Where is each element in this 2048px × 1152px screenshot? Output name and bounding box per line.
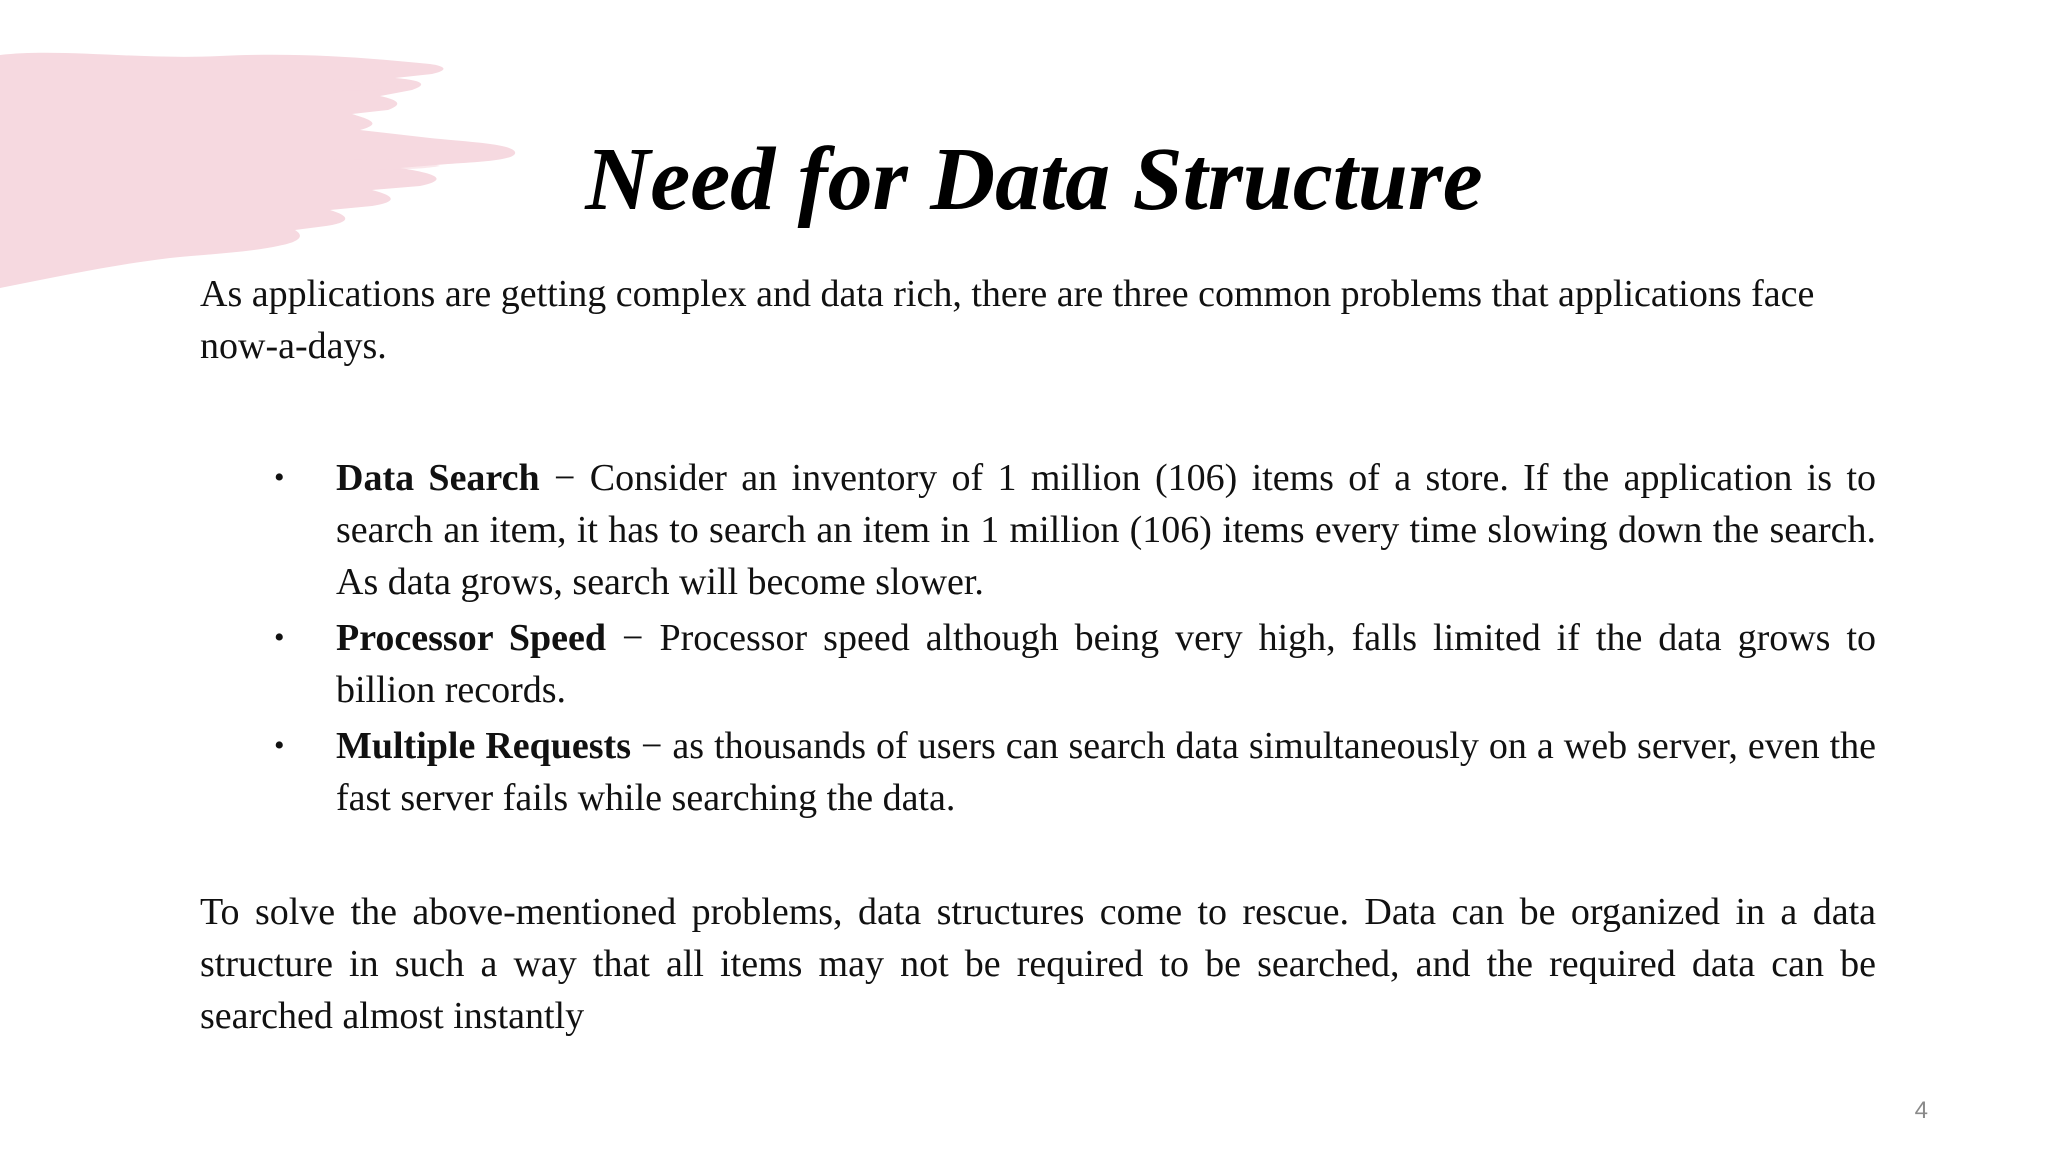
bullet-term: Processor Speed	[336, 617, 607, 659]
bullet-text: Consider an inventory of 1 million (106) items of a store. If the application is to search an item, it has to search an item in 1 million (106) items every time slowing down the search. As data grows, search will become slower.	[336, 457, 1876, 603]
bullet-icon: •	[274, 729, 285, 762]
bullet-separator: −	[606, 617, 660, 659]
list-item-multiple-requests	[200, 720, 1876, 824]
bullet-icon: •	[274, 621, 285, 654]
bullet-term: Data Search	[336, 457, 540, 499]
problem-list	[200, 452, 1876, 828]
intro-paragraph: As applications are getting complex and data rich, there are three common problems that applications face now-a-days.	[200, 273, 1815, 367]
bullet-separator: −	[539, 457, 590, 499]
list-item-data-search	[200, 452, 1876, 608]
bullet-term: Multiple Requests	[336, 725, 631, 767]
slide-title: Need for Data Structure	[585, 130, 1483, 229]
bullet-separator: −	[631, 725, 673, 767]
bullet-icon: •	[274, 461, 285, 494]
list-item-processor-speed	[200, 612, 1876, 716]
conclusion-paragraph: To solve the above-mentioned problems, data structures come to rescue. Data can be organized in a data structure in such a way that all items may not be required to be searched, and the required data can be searched almost instantly	[200, 891, 1876, 1037]
bullet-text: as thousands of users can search data simultaneously on a web server, even the fast server fails while searching the data.	[336, 725, 1876, 819]
bullet-text: Processor speed although being very high, falls limited if the data grows to billion records.	[336, 617, 1877, 711]
page-number: 4	[1914, 1097, 1928, 1124]
